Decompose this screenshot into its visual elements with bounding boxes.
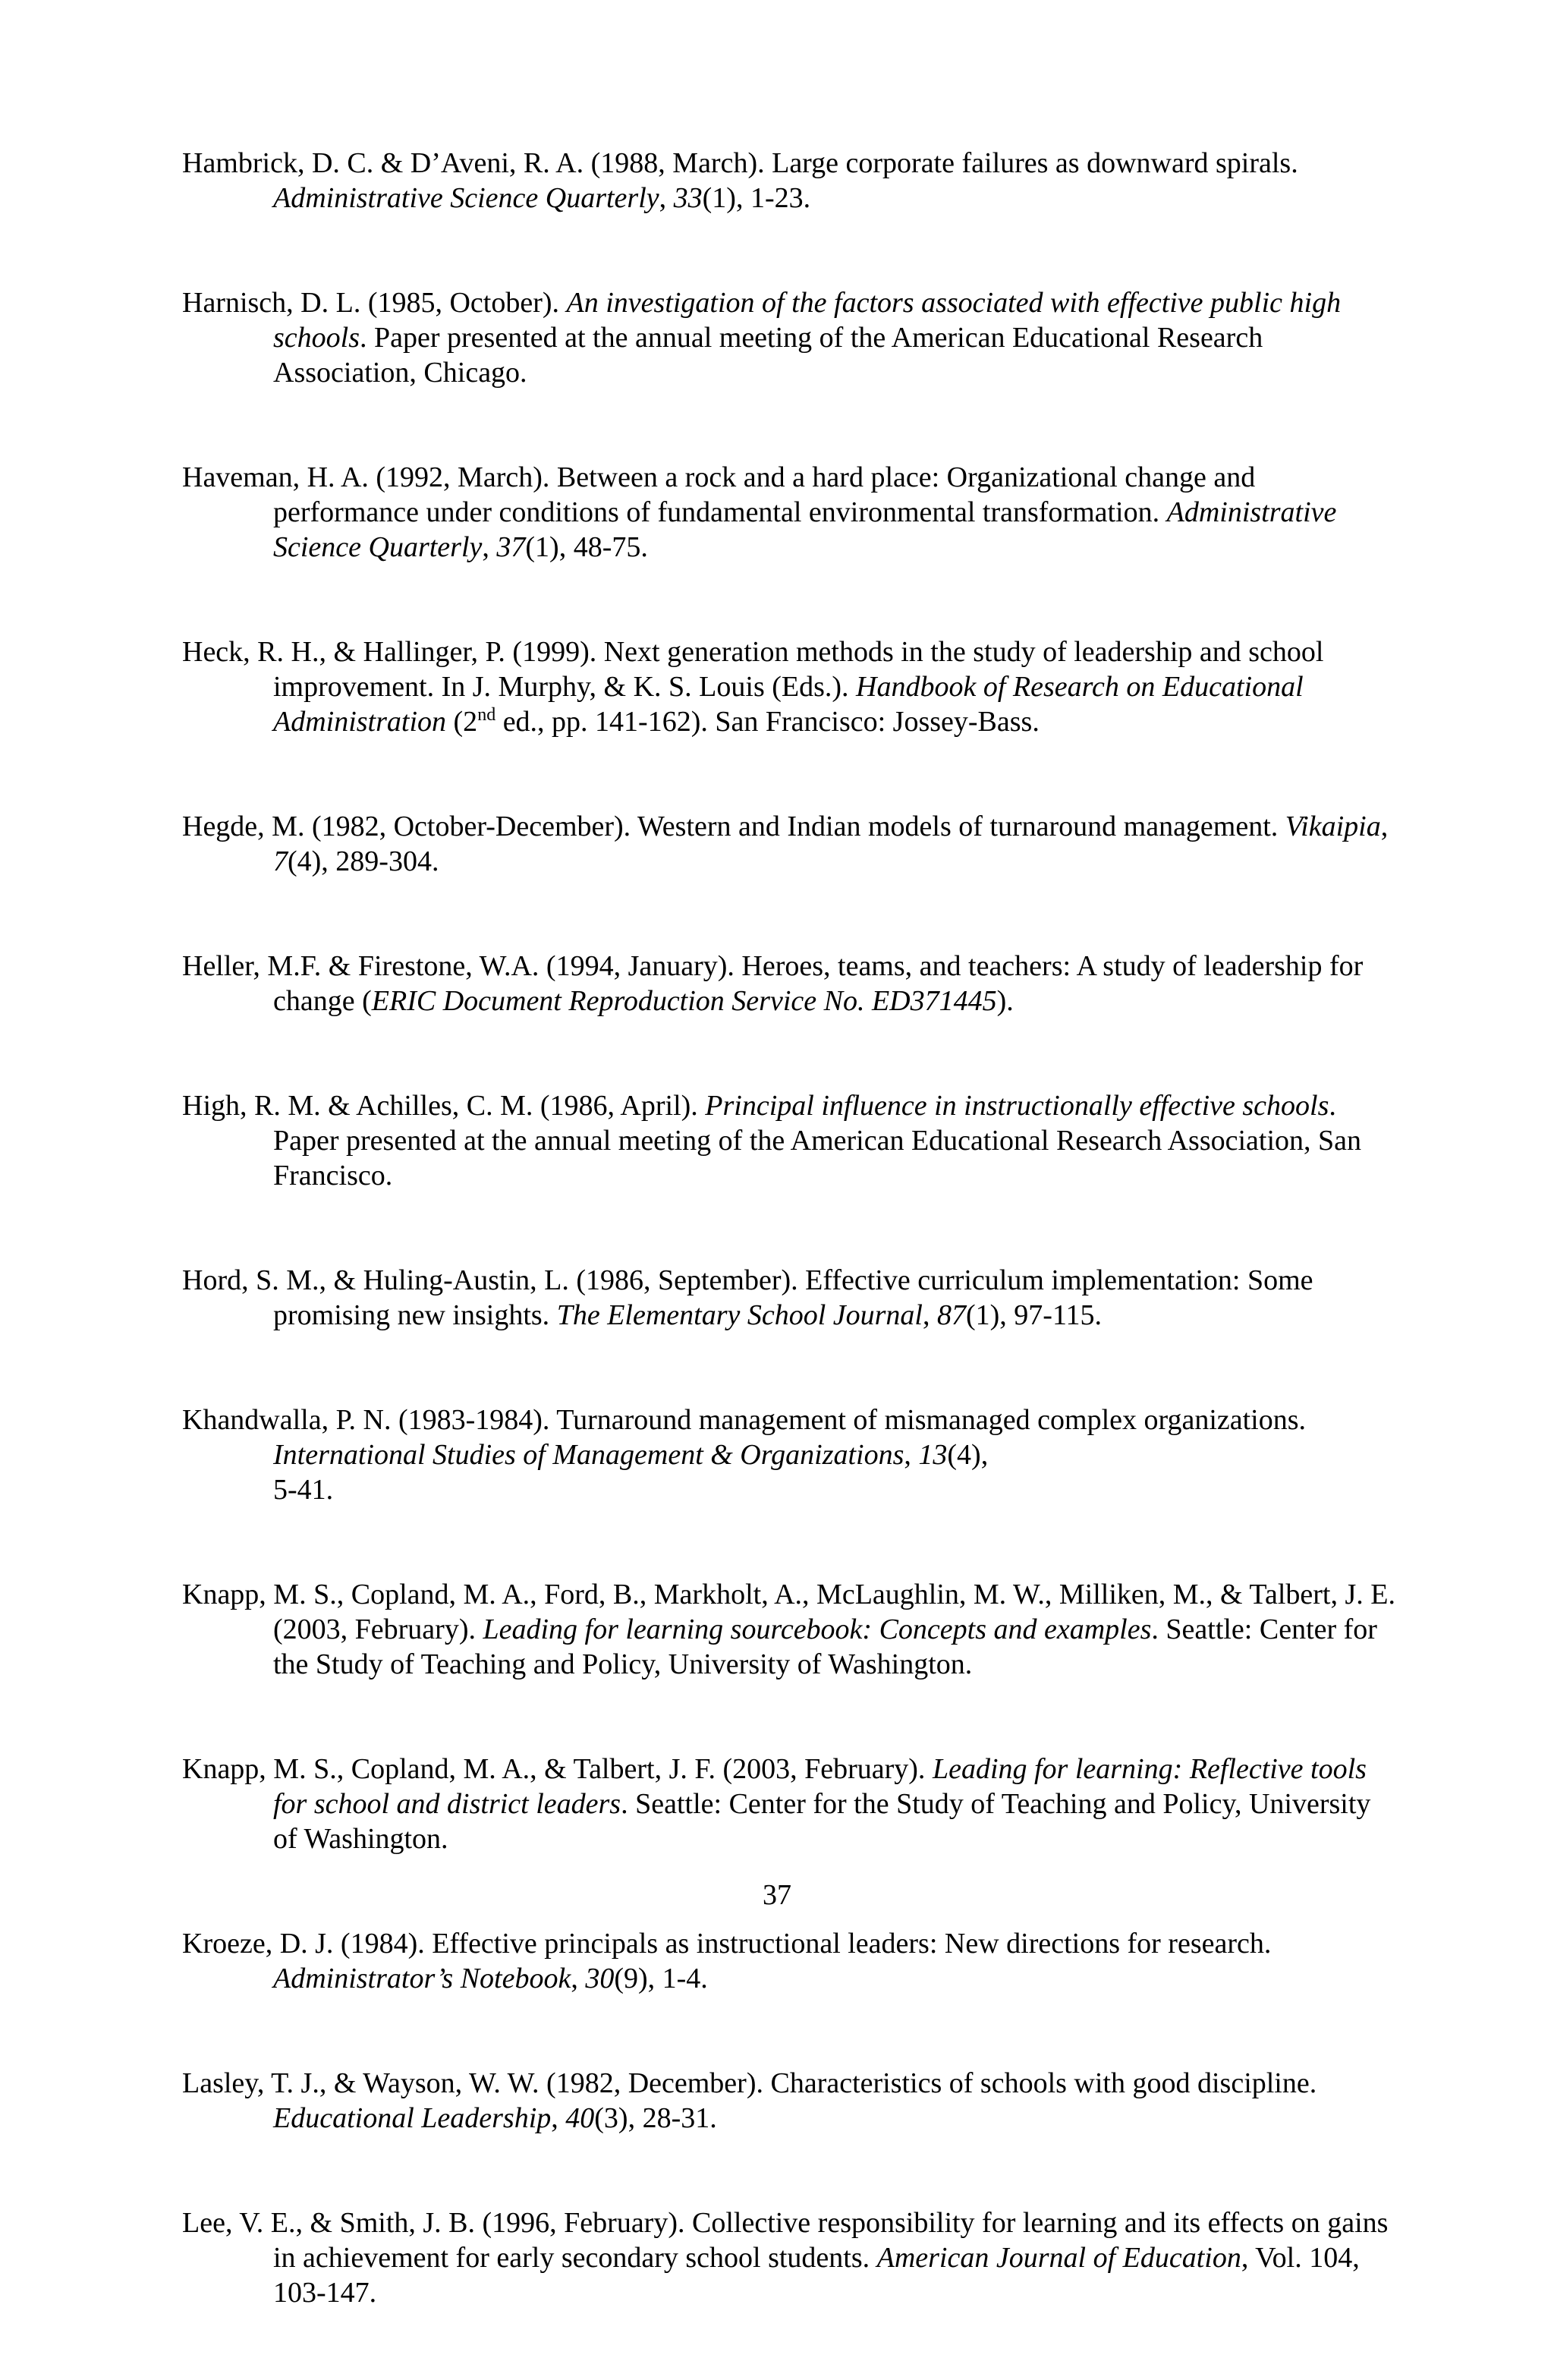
reference-text: . Paper presented at the annual meeting of the American Educational Research Association, San Francisco. xyxy=(273,1090,1362,1192)
reference-text: , xyxy=(904,1439,919,1471)
reference-entry xyxy=(182,285,1396,390)
reference-text: ). xyxy=(996,985,1014,1017)
reference-text: Hegde, M. (1982, October-December). Western and Indian models of turnaround management. xyxy=(182,811,1285,842)
reference-text: Khandwalla, P. N. (1983-1984). Turnaround management of mismanaged complex organizations. xyxy=(182,1404,1307,1436)
italic-text: ERIC Document Reproduction Service No. ED371445 xyxy=(371,985,997,1017)
reference-text: (4), 289-304. xyxy=(288,845,439,877)
italic-text: Administrative Science Quarterly xyxy=(273,182,659,214)
reference-text: , xyxy=(922,1299,937,1331)
italic-text: The Elementary School Journal xyxy=(556,1299,923,1331)
reference-entry xyxy=(182,1752,1396,1856)
superscript-text: nd xyxy=(477,705,496,725)
italic-text: Educational Leadership xyxy=(273,2102,552,2134)
reference-text: (4), xyxy=(947,1439,989,1471)
reference-text: Hambrick, D. C. & D’Aveni, R. A. (1988, March). Large corporate failures as downward spirals. xyxy=(182,147,1298,179)
reference-entry xyxy=(182,1088,1396,1193)
reference-text: (3), 28-31. xyxy=(594,2102,717,2134)
reference-text: 5-41. xyxy=(273,1474,334,1506)
reference-text: Knapp, M. S., Copland, M. A., Ford, B., Markholt, A., McLaughlin, M. W., Milliken, M., & Talbert, J. E. (2003, February). xyxy=(182,1579,1395,1645)
italic-text: Vikaipia xyxy=(1285,811,1381,842)
reference-text: Lee, V. E., & Smith, J. B. (1996, February). Collective responsibility for learning and its effects on gains in achievement for early secondary school students. xyxy=(182,2207,1389,2274)
reference-text: (2 xyxy=(446,706,478,738)
reference-text: Heck, R. H., & Hallinger, P. (1999). Next generation methods in the study of leadership and school improvement. In J. Murphy, & K. S. Louis (Eds.). xyxy=(182,636,1324,703)
reference-text: (1), 1-23. xyxy=(702,182,811,214)
italic-text: 87 xyxy=(936,1299,966,1331)
italic-text: Principal influence in instructionally effective schools xyxy=(705,1090,1329,1122)
reference-text: , xyxy=(571,1963,586,1994)
reference-list xyxy=(182,146,1396,2380)
reference-text: , xyxy=(659,182,674,214)
reference-entry xyxy=(182,1926,1396,1996)
italic-text: 33 xyxy=(673,182,703,214)
reference-text: , xyxy=(1380,811,1389,842)
italic-text: 7 xyxy=(273,845,288,877)
italic-text: 37 xyxy=(496,531,526,563)
italic-text: 40 xyxy=(565,2102,595,2134)
reference-text: . Seattle: Center for the Study of Teaching and Policy, University of Washington. xyxy=(273,1613,1377,1680)
reference-text: Hord, S. M., & Huling-Austin, L. (1986, September). Effective curriculum implementation: Some promising new insights. xyxy=(182,1264,1313,1331)
reference-entry xyxy=(182,1577,1396,1682)
italic-text: Administrative Science Quarterly xyxy=(273,496,1337,563)
italic-text: Leading for learning sourcebook: Concepts and examples xyxy=(483,1613,1152,1645)
reference-entry xyxy=(182,146,1396,216)
reference-text: ed., pp. 141-162). San Francisco: Jossey-Bass. xyxy=(495,706,1040,738)
reference-text: (9), 1-4. xyxy=(614,1963,708,1994)
reference-text: . Seattle: Center for the Study of Teaching and Policy, University of Washington. xyxy=(273,1788,1371,1855)
italic-text: 13 xyxy=(918,1439,948,1471)
italic-text: Handbook of Research on Educational Administration xyxy=(273,671,1304,738)
italic-text: 30 xyxy=(585,1963,615,1994)
reference-text: Heller, M.F. & Firestone, W.A. (1994, January). Heroes, teams, and teachers: A study of leadership for change ( xyxy=(182,950,1364,1017)
italic-text: International Studies of Management & Organizations xyxy=(273,1439,904,1471)
reference-entry xyxy=(182,809,1396,879)
reference-entry xyxy=(182,949,1396,1018)
reference-text: , xyxy=(551,2102,566,2134)
reference-entry xyxy=(182,1263,1396,1333)
reference-entry xyxy=(182,460,1396,565)
reference-text: (1), 48-75. xyxy=(525,531,648,563)
italic-text: American Journal of Education xyxy=(876,2242,1241,2274)
reference-text: (1), 97-115. xyxy=(965,1299,1103,1331)
reference-entry xyxy=(182,2205,1396,2310)
italic-text: Administrator’s Notebook xyxy=(273,1963,571,1994)
reference-text: Kroeze, D. J. (1984). Effective principals as instructional leaders: New directions for research. xyxy=(182,1928,1272,1960)
reference-text: Haveman, H. A. (1992, March). Between a rock and a hard place: Organizational change and performance under conditions of fundamental environmental transformation. xyxy=(182,461,1256,528)
reference-text: Knapp, M. S., Copland, M. A., & Talbert, J. F. (2003, February). xyxy=(182,1753,933,1785)
reference-entry xyxy=(182,2066,1396,2136)
reference-text: , xyxy=(482,531,497,563)
reference-text: Harnisch, D. L. (1985, October). xyxy=(182,287,567,319)
italic-text: Leading for learning: Reflective tools for school and district leaders xyxy=(273,1753,1367,1820)
italic-text: An investigation of the factors associated with effective public high schools xyxy=(273,287,1342,354)
reference-text: . Paper presented at the annual meeting of the American Educational Research Association, Chicago. xyxy=(273,322,1263,389)
reference-text: Lasley, T. J., & Wayson, W. W. (1982, December). Characteristics of schools with good discipline. xyxy=(182,2067,1317,2099)
reference-text: High, R. M. & Achilles, C. M. (1986, April). xyxy=(182,1090,706,1122)
reference-entry xyxy=(182,634,1396,739)
reference-entry xyxy=(182,1402,1396,1507)
reference-text: , Vol. 104, 103-147. xyxy=(273,2242,1360,2309)
page-number: 37 xyxy=(763,1879,791,1911)
